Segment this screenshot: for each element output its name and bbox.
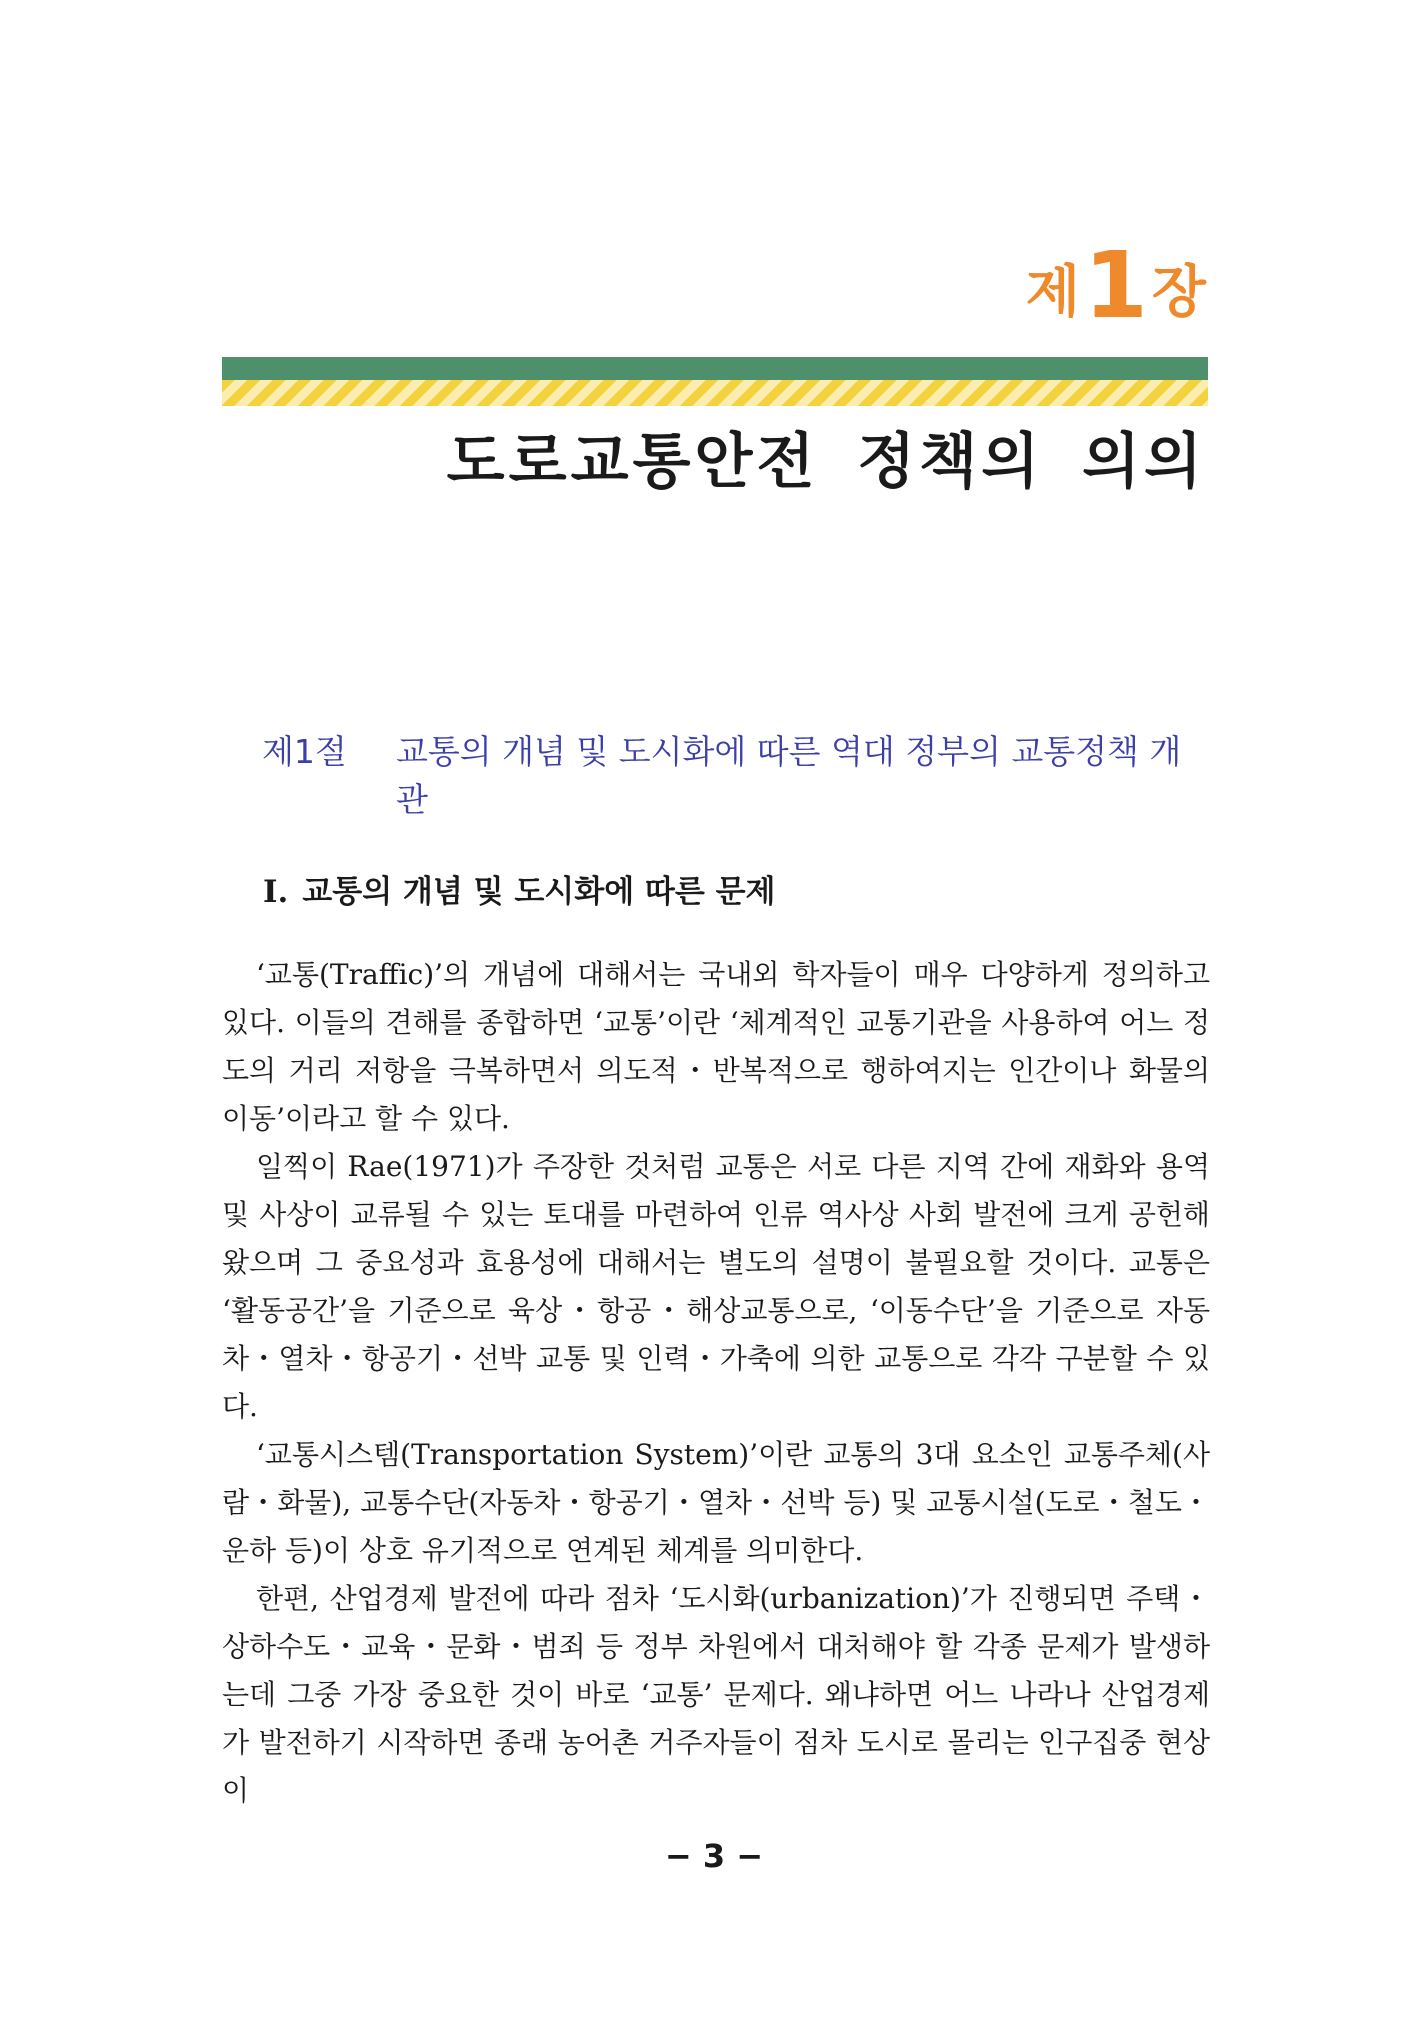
chapter-divider-green bbox=[222, 357, 1208, 380]
chapter-label bbox=[1025, 232, 1206, 339]
paragraph: ‘교통시스템(Transportation System)’이란 교통의 3대 요소인 교통주체(사람・화물), 교통수단(자동차・항공기・열차・선박 등) 및 교통시설(도로・철도・운하 등)이 상호 유기적으로 연계된 체계를 의미한다. bbox=[222, 1438, 1210, 1567]
paragraph: 일찍이 Rae(1971)가 주장한 것처럼 교통은 서로 다른 지역 간에 재화와 용역 및 사상이 교류될 수 있는 토대를 마련하여 인류 역사상 사회 발전에 크게 공헌해 왔으며 그 중요성과 효용성에 대해서는 별도의 설명이 불필요할 것이다. 교통은 ‘활동공간’을 기준으로 육상・항공・해상교통으로, ‘이동수단’을 기준으로 자동차・열차・항공기・선박 교통 및 인력・가축에 의한 교통으로 각각 구분할 수 있다. bbox=[222, 1150, 1210, 1423]
chapter-title: 도로교통안전 정책의 의의 bbox=[446, 427, 1206, 497]
chapter-divider-stripes bbox=[222, 380, 1208, 406]
subsection-heading bbox=[263, 870, 776, 914]
subsection-numeral: Ⅰ. bbox=[263, 874, 289, 910]
body-text bbox=[222, 951, 1210, 1815]
page-number: − 3 − bbox=[664, 1837, 764, 1875]
chapter-suffix: 장 bbox=[1151, 260, 1206, 325]
section-title: 교통의 개념 및 도시화에 따른 역대 정부의 교통정책 개관 bbox=[396, 732, 1182, 819]
chapter-prefix: 제 bbox=[1025, 260, 1080, 325]
chapter-number: 1 bbox=[1083, 232, 1148, 339]
section-heading bbox=[262, 728, 1212, 824]
paragraph: 한편, 산업경제 발전에 따라 점차 ‘도시화(urbanization)’가 진행되면 주택・상하수도・교육・문화・범죄 등 정부 차원에서 대처해야 할 각종 문제가 발생하는데 그중 가장 중요한 것이 바로 ‘교통’ 문제다. 왜냐하면 어느 나라나 산업경제가 발전하기 시작하면 종래 농어촌 거주자들이 점차 도시로 몰리는 인구집중 현상이 bbox=[222, 1582, 1210, 1807]
section-number: 제1절 bbox=[262, 732, 347, 771]
paragraph: ‘교통(Traffic)’의 개념에 대해서는 국내외 학자들이 매우 다양하게 정의하고 있다. 이들의 견해를 종합하면 ‘교통’이란 ‘체계적인 교통기관을 사용하여 어느 정도의 거리 저항을 극복하면서 의도적・반복적으로 행하여지는 인간이나 화물의 이동’이라고 할 수 있다. bbox=[222, 958, 1210, 1135]
subsection-title: 교통의 개념 및 도시화에 따른 문제 bbox=[302, 874, 776, 910]
